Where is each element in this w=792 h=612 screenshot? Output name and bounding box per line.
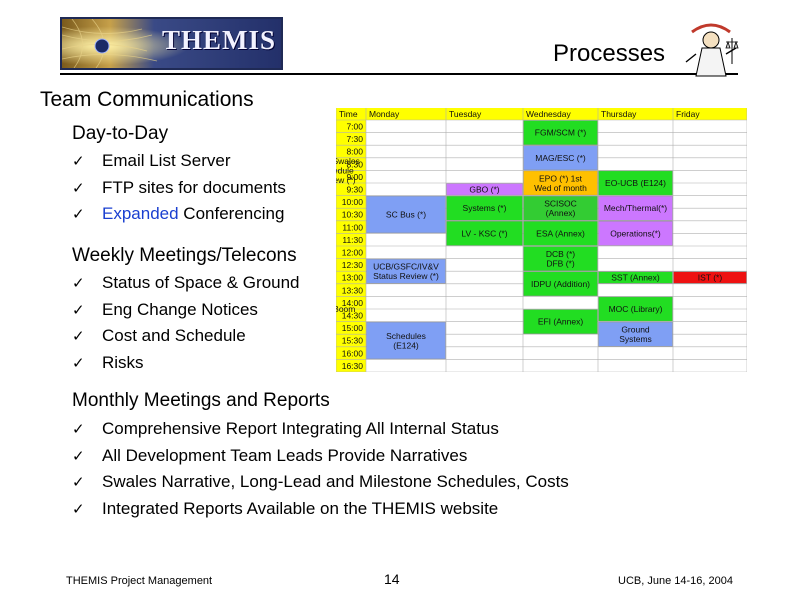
monthly-list (72, 416, 569, 522)
time-label: 11:00 (342, 222, 363, 233)
check-icon: ✓ (72, 446, 85, 465)
logo-wordmark: THEMIS (162, 25, 277, 55)
event-label: Schedules (386, 330, 426, 341)
event-label: SST (Annex) (611, 272, 660, 283)
event-label: Mech/Thermal(*) (603, 203, 668, 214)
time-label: 7:00 (346, 121, 363, 132)
list-item: ✓ All Development Team Leads Provide Narratives (72, 443, 569, 470)
event-label: (E124) (393, 340, 419, 351)
event-label: EPO (*) 1st (539, 173, 582, 184)
themis-logo (60, 17, 283, 70)
time-label: 7:30 (346, 134, 363, 145)
title-divider (60, 73, 738, 75)
day-header: Tuesday (449, 109, 482, 119)
event-label: SCISOC (544, 198, 577, 209)
check-icon: ✓ (72, 420, 85, 438)
check-icon: ✓ (72, 300, 85, 319)
event-label: Systems (619, 333, 652, 344)
list-item: ✓ Expanded Conferencing (72, 201, 286, 228)
event-label: (Annex) (545, 207, 576, 218)
time-label: 13:00 (341, 272, 363, 283)
footer-project: THEMIS Project Management (66, 575, 213, 587)
section-heading: Team Communications (40, 88, 254, 111)
time-label: 16:30 (341, 360, 363, 371)
weekly-list (72, 270, 300, 376)
list-item: ✓ Status of Space & Ground (72, 270, 300, 297)
footer-date: UCB, June 14-16, 2004 (618, 575, 733, 587)
schedule-grid (336, 108, 747, 372)
list-item: ✓ Integrated Reports Available on the THEMIS website (72, 496, 569, 523)
event-label: Status Review (*) (373, 270, 439, 281)
list-item: ✓ Comprehensive Report Integrating All Internal Status (72, 416, 569, 443)
themis-mascot-logo (682, 18, 740, 78)
event-label: w (*) (338, 174, 356, 185)
check-icon: ✓ (72, 274, 85, 292)
event-label: Wed of month (534, 182, 587, 193)
day-header: Time (339, 109, 358, 119)
event-label: wales (338, 155, 360, 166)
day-to-day-list (72, 148, 286, 228)
event-label: SC Bus (*) (385, 209, 427, 220)
event-label: DFB (*) (546, 258, 575, 269)
monthly-heading: Monthly Meetings and Reports (72, 390, 330, 411)
time-label: 10:00 (341, 197, 363, 208)
time-label: 14:30 (341, 310, 363, 321)
weekly-heading: Weekly Meetings/Telecons (72, 245, 297, 266)
event-label: GBO (*) (469, 184, 500, 195)
time-label: 8:00 (346, 146, 363, 157)
event-label: DCB (*) (545, 248, 576, 259)
time-label: 15:30 (341, 335, 363, 346)
event-label: oom (338, 304, 356, 314)
time-label: 16:00 (341, 348, 363, 359)
list-item: ✓ Cost and Schedule (72, 323, 300, 350)
list-item: ✓ Eng Change Notices (72, 297, 300, 324)
check-icon: ✓ (72, 178, 85, 197)
slide-title: Processes (553, 40, 666, 67)
list-item: ✓ Swales Narrative, Long-Lead and Milestone Schedules, Costs (72, 469, 569, 496)
check-icon: ✓ (72, 327, 85, 345)
page-number: 14 (384, 571, 400, 587)
day-to-day-heading: Day-to-Day (72, 123, 169, 144)
time-label: 11:30 (342, 234, 363, 245)
day-header: Monday (369, 109, 400, 119)
time-label: 12:30 (341, 260, 363, 271)
day-header: Friday (676, 109, 700, 119)
event-label: ESA (Annex) (536, 228, 585, 239)
event-label: MAG/ESC (*) (535, 152, 586, 163)
list-item: ✓ Risks (72, 350, 300, 377)
event-label: Systems (*) (462, 203, 507, 214)
time-label: 12:00 (341, 247, 363, 258)
time-label: 13:30 (341, 285, 363, 296)
check-icon: ✓ (72, 353, 85, 372)
check-icon: ✓ (72, 473, 85, 491)
day-header: Wednesday (526, 109, 571, 119)
time-label: 15:00 (341, 323, 363, 334)
event-label: IST (*) (697, 272, 723, 283)
list-item: ✓ Email List Server (72, 148, 286, 175)
event-label: Operations(*) (610, 228, 661, 239)
time-label: 10:30 (341, 209, 363, 220)
event-label: LV - KSC (*) (461, 228, 508, 239)
event-label: dule (337, 165, 354, 176)
event-label: EO-UCB (E124) (605, 178, 666, 188)
expanded-highlight: Expanded (102, 204, 179, 223)
event-label: Ground (621, 324, 650, 335)
list-item: ✓ FTP sites for documents (72, 175, 286, 202)
weekly-schedule-table (336, 108, 747, 372)
time-label: 14:00 (341, 297, 363, 308)
check-icon: ✓ (72, 499, 85, 518)
day-header: Thursday (601, 109, 637, 119)
check-icon: ✓ (72, 152, 85, 170)
event-label: UCB/GSFC/IV&V (373, 261, 439, 272)
time-label: 8:30 (346, 159, 363, 170)
check-icon: ✓ (72, 205, 85, 223)
time-label: 9:30 (346, 184, 363, 195)
event-label: FGM/SCM (*) (534, 127, 587, 138)
time-label: 9:00 (346, 171, 363, 182)
event-label: EFI (Annex) (537, 316, 584, 327)
event-label: MOC (Library) (608, 304, 663, 314)
event-label: IDPU (Addition) (530, 278, 591, 289)
